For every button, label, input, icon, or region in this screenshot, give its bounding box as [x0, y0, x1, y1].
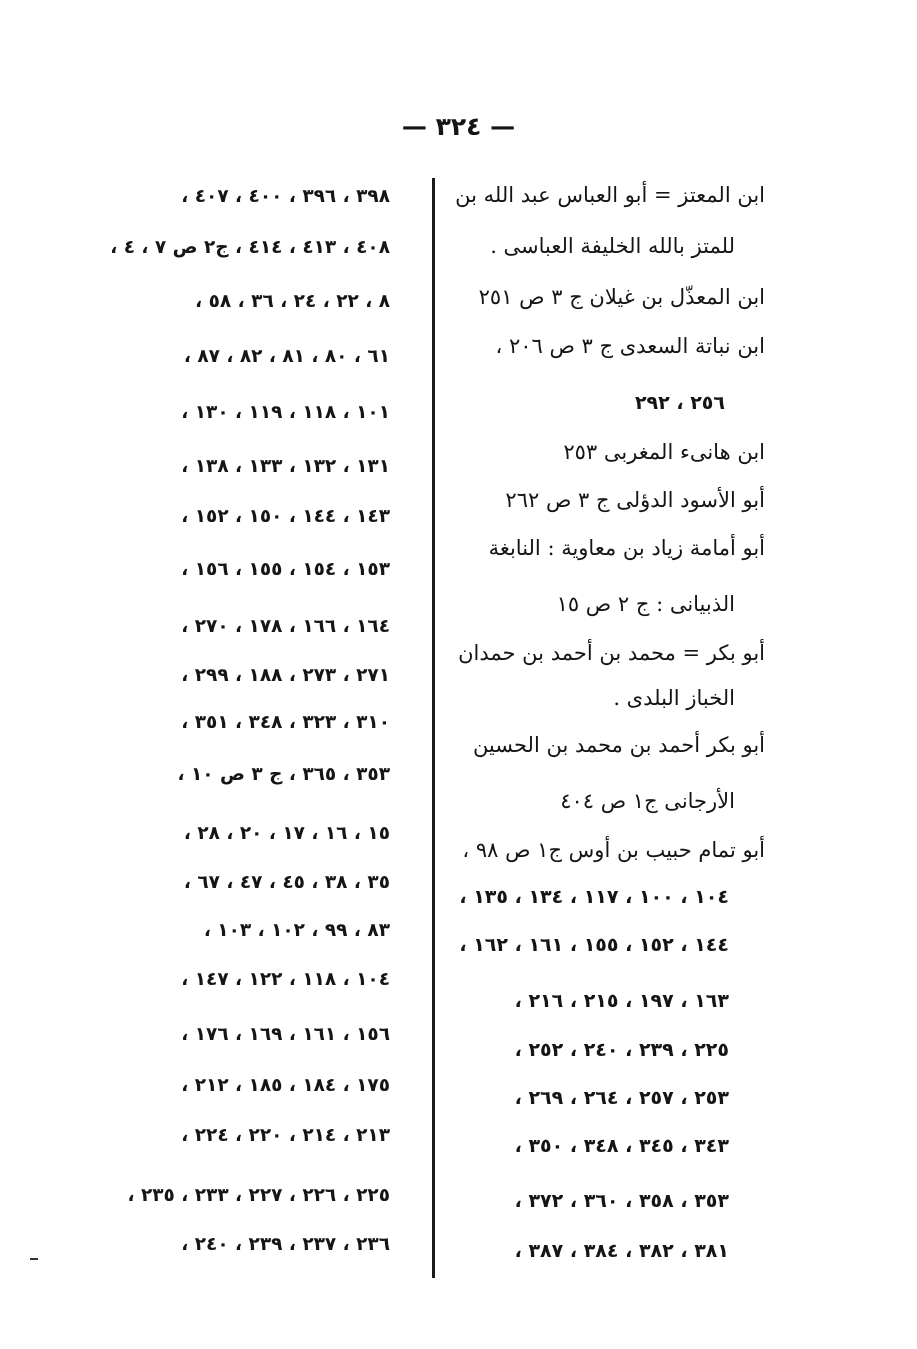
index-line: ٣١٠ ، ٣٢٣ ، ٣٤٨ ، ٣٥١ ، [181, 712, 390, 733]
index-line: ٨٣ ، ٩٩ ، ١٠٢ ، ١٠٣ ، [203, 920, 390, 941]
index-line: ٣٥ ، ٣٨ ، ٤٥ ، ٤٧ ، ٦٧ ، [183, 872, 390, 893]
index-line: ٣٤٣ ، ٣٤٥ ، ٣٤٨ ، ٣٥٠ ، [514, 1135, 729, 1157]
column-divider [432, 178, 435, 1278]
index-line: ١٠٤ ، ١١٨ ، ١٢٢ ، ١٤٧ ، [181, 969, 390, 990]
index-line: ٣٩٨ ، ٣٩٦ ، ٤٠٠ ، ٤٠٧ ، [181, 186, 390, 207]
index-line: ١٥ ، ١٦ ، ١٧ ، ٢٠ ، ٢٨ ، [183, 823, 390, 844]
index-line: أبو تمام حبيب بن أوس ج١ ص ٩٨ ، [462, 838, 765, 862]
index-line: ١٥٣ ، ١٥٤ ، ١٥٥ ، ١٥٦ ، [181, 559, 390, 580]
index-line: ٢٧١ ، ٢٧٣ ، ١٨٨ ، ٢٩٩ ، [181, 665, 390, 686]
index-line: أبو أمامة زياد بن معاوية : النابغة [488, 536, 765, 560]
index-line: ٢٢٥ ، ٢٣٩ ، ٢٤٠ ، ٢٥٢ ، [514, 1039, 729, 1061]
index-line: الأرجانى ج١ ص ٤٠٤ [560, 789, 735, 813]
index-line: للمتز بالله الخليفة العباسى . [490, 234, 735, 258]
index-line: ٣٥٣ ، ٣٦٥ ، ج ٣ ص ١٠ ، [177, 764, 390, 785]
index-line: ٣٨١ ، ٣٨٢ ، ٣٨٤ ، ٣٨٧ ، [514, 1240, 729, 1262]
index-line: الذبيانى : ج ٢ ص ١٥ [556, 592, 735, 616]
page-number: — ٣٢٤ — [401, 112, 516, 141]
index-line: ٦١ ، ٨٠ ، ٨١ ، ٨٢ ، ٨٧ ، [183, 346, 390, 367]
index-line: ١٦٣ ، ١٩٧ ، ٢١٥ ، ٢١٦ ، [514, 990, 729, 1012]
index-line: ١٠٤ ، ١٠٠ ، ١١٧ ، ١٣٤ ، ١٣٥ ، [459, 886, 729, 908]
index-line: ٤٠٨ ، ٤١٣ ، ٤١٤ ، ج٢ ص ٧ ، ٤ ، [110, 237, 390, 258]
index-line: ابن المعذّل بن غيلان ج ٣ ص ٢٥١ [478, 285, 765, 309]
index-line: أبو الأسود الدؤلى ج ٣ ص ٢٦٢ [505, 488, 765, 512]
index-line: ١٠١ ، ١١٨ ، ١١٩ ، ١٣٠ ، [181, 402, 390, 423]
index-line: ٢٥٦ ، ٢٩٢ [634, 392, 725, 414]
index-line: أبو بكر أحمد بن محمد بن الحسين [472, 733, 765, 757]
index-line: ٢٢٥ ، ٢٢٦ ، ٢٢٧ ، ٢٣٣ ، ٢٣٥ ، [127, 1185, 390, 1206]
index-line: ابن نباتة السعدى ج ٣ ص ٢٠٦ ، [495, 334, 765, 358]
index-line: الخباز البلدى . [613, 686, 735, 710]
index-line: ابن هانىء المغربى ٢٥٣ [563, 440, 765, 464]
index-line: ١٣١ ، ١٣٢ ، ١٣٣ ، ١٣٨ ، [181, 456, 390, 477]
index-line: ١٤٤ ، ١٥٢ ، ١٥٥ ، ١٦١ ، ١٦٢ ، [459, 934, 729, 956]
index-line: ١٧٥ ، ١٨٤ ، ١٨٥ ، ٢١٢ ، [181, 1075, 390, 1096]
index-line: ٨ ، ٢٢ ، ٢٤ ، ٣٦ ، ٥٨ ، [195, 291, 390, 312]
index-line: ١٥٦ ، ١٦١ ، ١٦٩ ، ١٧٦ ، [181, 1024, 390, 1045]
index-line: ٢٥٣ ، ٢٥٧ ، ٢٦٤ ، ٢٦٩ ، [514, 1087, 729, 1109]
index-line: ١٤٣ ، ١٤٤ ، ١٥٠ ، ١٥٢ ، [181, 506, 390, 527]
index-line: ٢٣٦ ، ٢٣٧ ، ٢٣٩ ، ٢٤٠ ، [181, 1234, 390, 1255]
index-line: ابن المعتز = أبو العباس عبد الله بن [455, 183, 765, 207]
index-line: أبو بكر = محمد بن أحمد بن حمدان [458, 641, 765, 665]
index-line: ٢١٣ ، ٢١٤ ، ٢٢٠ ، ٢٢٤ ، [181, 1125, 390, 1146]
index-line: ١٦٤ ، ١٦٦ ، ١٧٨ ، ٢٧٠ ، [181, 616, 390, 637]
index-line: ٣٥٣ ، ٣٥٨ ، ٣٦٠ ، ٣٧٢ ، [514, 1190, 729, 1212]
margin-mark [30, 1258, 38, 1260]
